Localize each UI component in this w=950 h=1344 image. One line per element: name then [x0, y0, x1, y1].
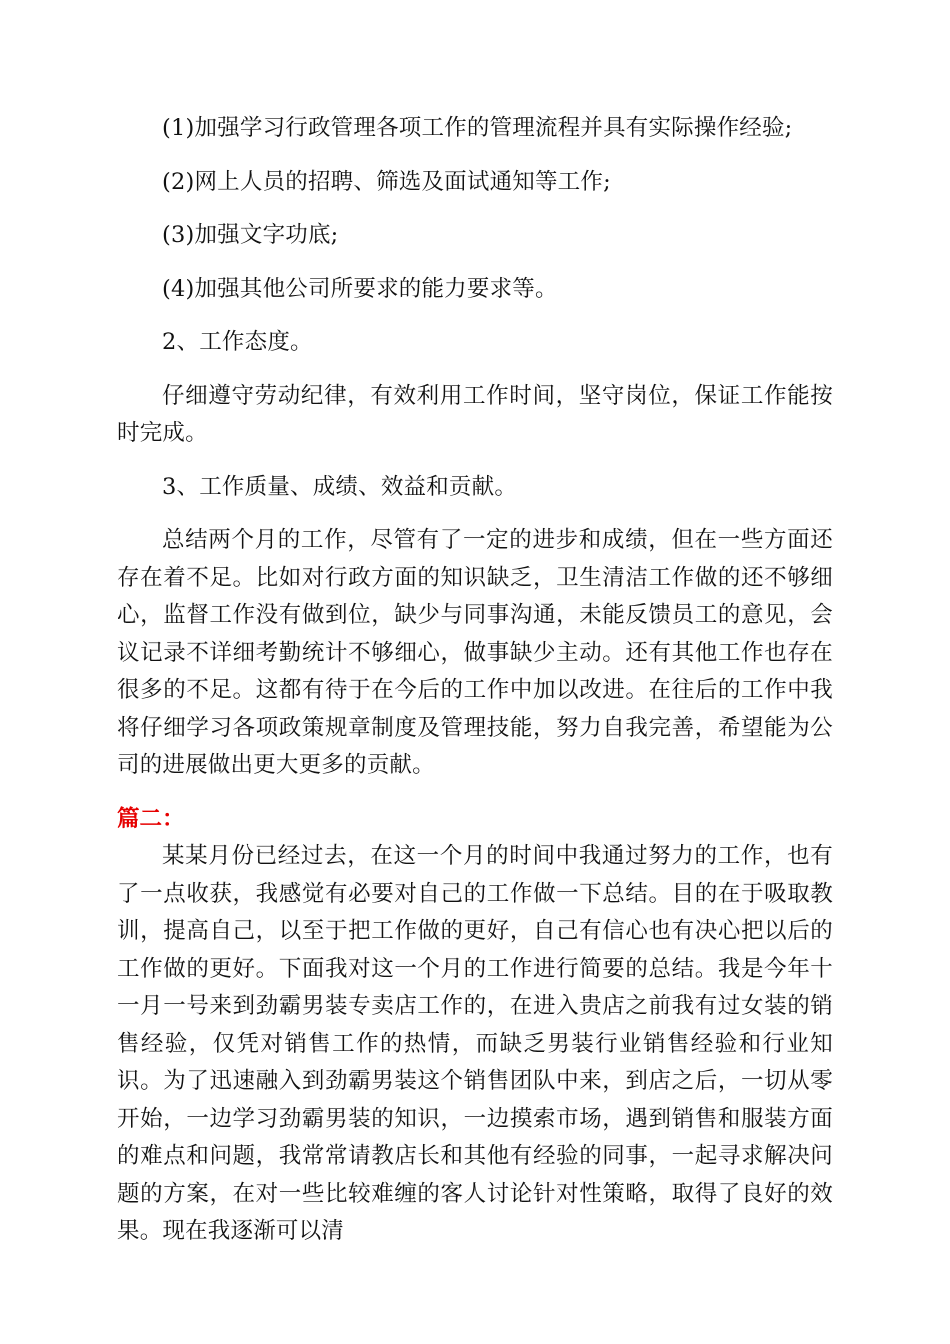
- list-item-2: (2)网上人员的招聘、筛选及面试通知等工作;: [162, 168, 611, 195]
- section-2-body: 仔细遵守劳动纪律，有效利用工作时间，坚守岗位，保证工作能按时完成。: [117, 382, 833, 446]
- document-page: [117, 110, 833, 1251]
- list-item-3: (3)加强文字功底;: [162, 222, 339, 248]
- section-3-body: 总结两个月的工作，尽管有了一定的进步和成绩，但在一些方面还存在着不足。比如对行政方面的知识缺乏，卫生清洁工作做的还不够细心，监督工作没有做到位，缺少与同事沟通，未能反馈员工的意见，会议记录不详细考勤统计不够细心，做事缺少主动。还有其他工作也存在很多的不足。这都有待于在今后的工作中加以改进。在往后的工作中我将仔细学习各项政策规章制度及管理技能，努力自我完善，希望能为公司的进展做出更大更多的贡献。: [117, 527, 833, 778]
- section-2-title: 2、工作态度。: [162, 329, 313, 355]
- list-item-1: (1)加强学习行政管理各项工作的管理流程并具有实际操作经验;: [162, 115, 793, 141]
- part-2-heading: 篇二：: [117, 805, 185, 832]
- section-3-title: 3、工作质量、成绩、效益和贡献。: [162, 473, 518, 500]
- part-2-body: 某某月份已经过去，在这一个月的时间中我通过努力的工作，也有了一点收获，我感觉有必要对自己的工作做一下总结。目的在于吸取教训，提高自己，以至于把工作做的更好，自己有信心也有决心把以后的工作做的更好。下面我对这一个月的工作进行简要的总结。我是今年十一月一号来到劲霸男装专卖店工作的，在进入贵店之前我有过女装的销售经验，仅凭对销售工作的热情，而缺乏男装行业销售经验和行业知识。为了迅速融入到劲霸男装这个销售团队中来，到店之后，一切从零开始，一边学习劲霸男装的知识，一边摸索市场，遇到销售和服装方面的难点和问题，我常常请教店长和其他有经验的同事，一起寻求解决问题的方案，在对一些比较难缠的客人讨论针对性策略，取得了良好的效果。现在我逐渐可以清: [117, 843, 833, 1244]
- list-item-4: (4)加强其他公司所要求的能力要求等。: [162, 275, 558, 302]
